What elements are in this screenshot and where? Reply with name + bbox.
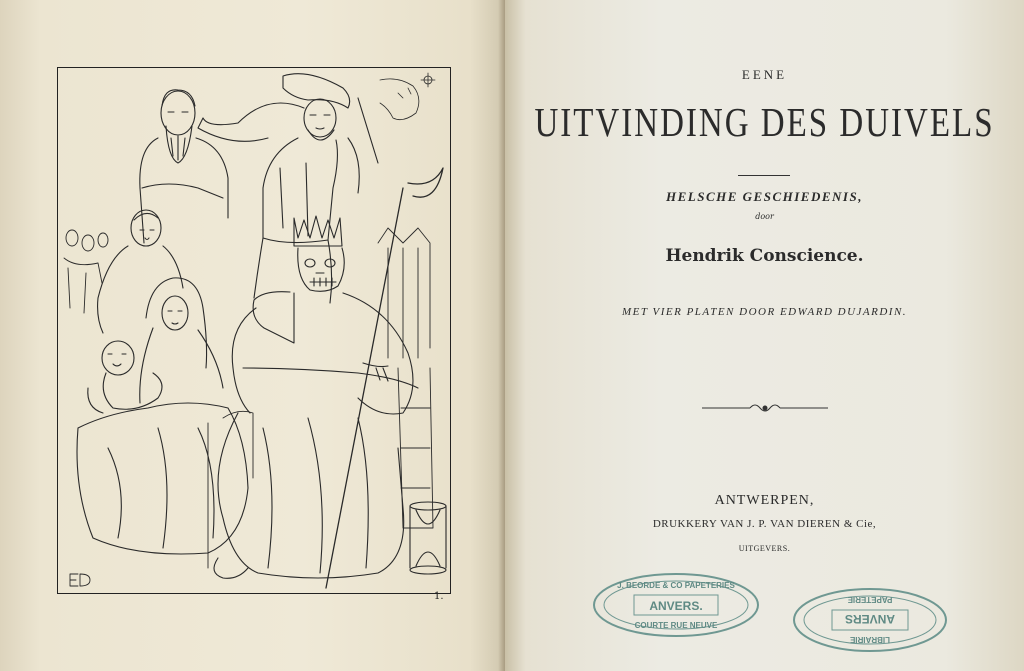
stamp-1-top-text: J. BEORDE & CO PAPETERIES [617,581,735,590]
left-page-frontispiece [0,0,505,671]
author-name: Hendrik Conscience. [665,246,864,266]
stamp-2-top-text: LIBRAIRIE [850,635,890,644]
bookseller-stamp-2 [790,585,950,655]
stamp-2-bottom-text: PAPETERIE [847,595,893,604]
stamp-2-center-text: ANVERS [844,612,896,626]
illustrations-credit: MET VIER PLATEN DOOR EDWARD DUJARDIN. [621,306,908,318]
right-page-title [505,0,1024,671]
old-bald-figure [98,210,183,333]
imprint-publishers: UITGEVERS. [738,544,791,553]
title-rule [738,175,790,176]
jester-figure [198,74,378,303]
ornament-divider [700,400,830,416]
pre-title: EENE [741,67,788,82]
imprint-printer: DRUKKERY VAN J. P. VAN DIEREN & Cie, [652,518,877,530]
stamp-1-center-text: ANVERS. [649,599,703,613]
mother-with-child [77,278,248,554]
crowd-figures [64,230,108,313]
engraving-illustration [58,68,449,592]
artist-monogram [70,574,90,586]
by-line: door [755,212,774,221]
imprint-city: ANTWERPEN, [714,493,815,508]
bearded-old-man [140,90,228,243]
stamp-1-bottom-text: COURTE RUE NEUVE [634,621,718,630]
scythe [326,168,443,588]
book-title: UITVINDING DES DUIVELS [534,101,995,146]
subtitle: HELSCHE GESCHIEDENIS, [666,189,863,204]
hourglass [410,502,446,574]
bookseller-stamp-1 [590,570,762,640]
map-sketch [380,73,435,120]
engraving-plate [57,67,451,594]
plate-number: 1. [434,591,444,602]
